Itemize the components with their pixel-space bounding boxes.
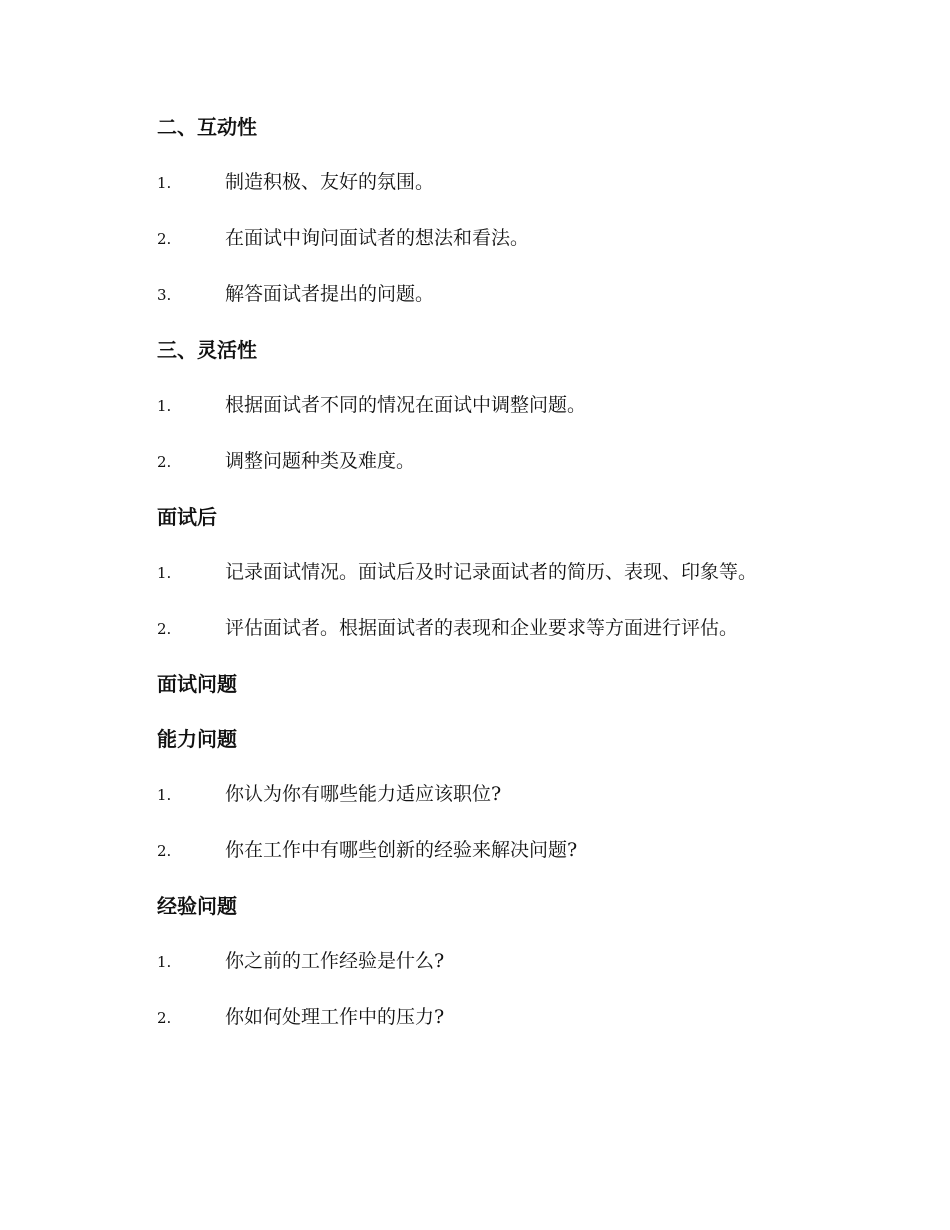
list-item xyxy=(157,277,855,312)
list-item xyxy=(157,1000,855,1035)
list-number: 3. xyxy=(157,286,172,304)
list-number: 2. xyxy=(157,453,172,471)
list-text: 你之前的工作经验是什么? xyxy=(225,950,445,972)
list-item xyxy=(157,777,855,812)
list-text: 制造积极、友好的氛围。 xyxy=(225,171,435,193)
list-item xyxy=(157,944,855,979)
section-heading: 面试后 xyxy=(157,505,217,529)
list-number: 2. xyxy=(157,842,172,860)
section-heading: 能力问题 xyxy=(157,727,237,751)
list-number: 1. xyxy=(157,564,172,582)
list-item xyxy=(157,833,855,868)
list-item xyxy=(157,165,855,200)
list-text: 评估面试者。根据面试者的表现和企业要求等方面进行评估。 xyxy=(225,617,739,639)
list-number: 1. xyxy=(157,397,172,415)
list-text: 记录面试情况。面试后及时记录面试者的简历、表现、印象等。 xyxy=(225,561,758,583)
list-number: 1. xyxy=(157,786,172,804)
list-number: 2. xyxy=(157,230,172,248)
list-number: 1. xyxy=(157,953,172,971)
section-heading: 面试问题 xyxy=(157,672,237,696)
list-item xyxy=(157,444,855,479)
list-text: 调整问题种类及难度。 xyxy=(225,450,416,472)
list-text: 根据面试者不同的情况在面试中调整问题。 xyxy=(225,394,587,416)
list-text: 你认为你有哪些能力适应该职位? xyxy=(225,783,502,805)
section-heading: 经验问题 xyxy=(157,894,237,918)
list-item xyxy=(157,555,855,590)
section-heading: 二、互动性 xyxy=(157,115,257,139)
list-item xyxy=(157,611,855,646)
list-text: 在面试中询问面试者的想法和看法。 xyxy=(225,227,530,249)
list-text: 解答面试者提出的问题。 xyxy=(225,283,435,305)
list-number: 1. xyxy=(157,174,172,192)
list-number: 2. xyxy=(157,620,172,638)
list-item xyxy=(157,388,855,423)
section-heading: 三、灵活性 xyxy=(157,338,257,362)
list-item xyxy=(157,221,855,256)
list-number: 2. xyxy=(157,1009,172,1027)
list-text: 你在工作中有哪些创新的经验来解决问题? xyxy=(225,839,578,861)
list-text: 你如何处理工作中的压力? xyxy=(225,1006,445,1028)
